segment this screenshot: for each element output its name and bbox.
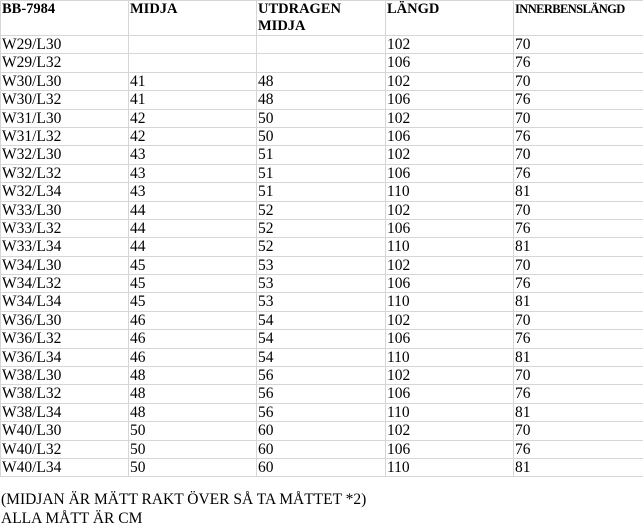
- waist-cell: 43: [129, 164, 257, 182]
- inseam-cell: 81: [514, 183, 643, 201]
- size-cell: W31/L30: [1, 109, 129, 127]
- size-cell: W34/L32: [1, 275, 129, 293]
- length-cell: 106: [386, 219, 514, 237]
- inseam-cell: 70: [514, 72, 643, 90]
- inseam-cell: 76: [514, 164, 643, 182]
- inseam-cell: 76: [514, 219, 643, 237]
- size-cell: W32/L34: [1, 183, 129, 201]
- table-row: [1, 127, 643, 145]
- size-cell: W33/L32: [1, 219, 129, 237]
- inseam-cell: 81: [514, 458, 643, 476]
- waist-cell: 43: [129, 146, 257, 164]
- size-cell: W30/L32: [1, 91, 129, 109]
- stretched-waist-cell: [257, 36, 386, 54]
- stretched-waist-cell: 56: [257, 385, 386, 403]
- waist-cell: 48: [129, 403, 257, 421]
- table-row: [1, 72, 643, 90]
- stretched-waist-cell: 54: [257, 330, 386, 348]
- stretched-waist-cell: 52: [257, 201, 386, 219]
- header-model-number: BB-7984: [1, 1, 129, 36]
- table-row: [1, 238, 643, 256]
- length-cell: 102: [386, 311, 514, 329]
- waist-cell: 45: [129, 293, 257, 311]
- stretched-waist-cell: 60: [257, 458, 386, 476]
- length-cell: 106: [386, 275, 514, 293]
- table-row: [1, 54, 643, 72]
- waist-cell: 44: [129, 238, 257, 256]
- size-cell: W38/L32: [1, 385, 129, 403]
- stretched-waist-cell: 48: [257, 91, 386, 109]
- table-row: [1, 311, 643, 329]
- waist-cell: 46: [129, 311, 257, 329]
- table-row: [1, 219, 643, 237]
- waist-cell: 50: [129, 440, 257, 458]
- length-cell: 102: [386, 146, 514, 164]
- size-cell: W38/L34: [1, 403, 129, 421]
- inseam-cell: 76: [514, 275, 643, 293]
- size-cell: W40/L32: [1, 440, 129, 458]
- size-chart-body: [1, 36, 643, 477]
- length-cell: 110: [386, 348, 514, 366]
- table-row: [1, 440, 643, 458]
- table-row: [1, 109, 643, 127]
- size-chart-header: [1, 1, 643, 36]
- table-row: [1, 256, 643, 274]
- table-row: [1, 385, 643, 403]
- length-cell: 102: [386, 367, 514, 385]
- length-cell: 110: [386, 458, 514, 476]
- length-cell: 102: [386, 109, 514, 127]
- table-row: [1, 293, 643, 311]
- table-row: [1, 36, 643, 54]
- waist-cell: 41: [129, 91, 257, 109]
- waist-cell: 45: [129, 275, 257, 293]
- table-row: [1, 422, 643, 440]
- waist-cell: 46: [129, 330, 257, 348]
- inseam-cell: 76: [514, 91, 643, 109]
- size-cell: W33/L30: [1, 201, 129, 219]
- table-row: [1, 330, 643, 348]
- waist-cell: 48: [129, 385, 257, 403]
- header-waist: MIDJA: [129, 1, 257, 36]
- stretched-waist-cell: 56: [257, 403, 386, 421]
- header-inseam: INNERBENSLÄNGD: [514, 1, 643, 36]
- length-cell: 102: [386, 256, 514, 274]
- inseam-cell: 76: [514, 330, 643, 348]
- inseam-cell: 70: [514, 311, 643, 329]
- size-cell: W40/L30: [1, 422, 129, 440]
- length-cell: 102: [386, 201, 514, 219]
- header-stretched-waist: UTDRAGEN MIDJA: [257, 1, 386, 36]
- waist-cell: 50: [129, 422, 257, 440]
- size-cell: W33/L34: [1, 238, 129, 256]
- table-row: [1, 146, 643, 164]
- stretched-waist-cell: 54: [257, 348, 386, 366]
- notes: [1, 490, 366, 528]
- size-cell: W31/L32: [1, 127, 129, 145]
- waist-cell: [129, 36, 257, 54]
- size-cell: W36/L30: [1, 311, 129, 329]
- table-row: [1, 348, 643, 366]
- stretched-waist-cell: 48: [257, 72, 386, 90]
- stretched-waist-cell: 54: [257, 311, 386, 329]
- table-row: [1, 275, 643, 293]
- size-cell: W34/L34: [1, 293, 129, 311]
- length-cell: 106: [386, 91, 514, 109]
- length-cell: 106: [386, 54, 514, 72]
- stretched-waist-cell: 53: [257, 256, 386, 274]
- inseam-cell: 70: [514, 367, 643, 385]
- waist-cell: 44: [129, 219, 257, 237]
- stretched-waist-cell: 50: [257, 109, 386, 127]
- table-row: [1, 367, 643, 385]
- table-row: [1, 91, 643, 109]
- stretched-waist-cell: 53: [257, 293, 386, 311]
- length-cell: 102: [386, 72, 514, 90]
- units-note: ALLA MÅTT ÄR CM: [1, 510, 143, 527]
- size-cell: W34/L30: [1, 256, 129, 274]
- inseam-cell: 76: [514, 440, 643, 458]
- stretched-waist-cell: 53: [257, 275, 386, 293]
- length-cell: 106: [386, 164, 514, 182]
- length-cell: 106: [386, 330, 514, 348]
- table-row: [1, 183, 643, 201]
- length-cell: 106: [386, 127, 514, 145]
- header-row: [1, 1, 643, 36]
- size-cell: W36/L32: [1, 330, 129, 348]
- waist-cell: 42: [129, 127, 257, 145]
- size-cell: W29/L30: [1, 36, 129, 54]
- size-cell: W32/L32: [1, 164, 129, 182]
- inseam-cell: 81: [514, 293, 643, 311]
- waist-cell: 50: [129, 458, 257, 476]
- inseam-cell: 70: [514, 256, 643, 274]
- length-cell: 102: [386, 36, 514, 54]
- stretched-waist-cell: 50: [257, 127, 386, 145]
- inseam-cell: 70: [514, 422, 643, 440]
- table-row: [1, 164, 643, 182]
- stretched-waist-cell: 52: [257, 219, 386, 237]
- stretched-waist-cell: 51: [257, 164, 386, 182]
- stretched-waist-cell: 51: [257, 146, 386, 164]
- inseam-cell: 70: [514, 109, 643, 127]
- waist-cell: 43: [129, 183, 257, 201]
- measurement-note: (MIDJAN ÄR MÄTT RAKT ÖVER SÅ TA MÅTTET *2): [1, 491, 367, 508]
- waist-cell: 48: [129, 367, 257, 385]
- length-cell: 102: [386, 422, 514, 440]
- waist-cell: 45: [129, 256, 257, 274]
- inseam-cell: 81: [514, 348, 643, 366]
- waist-cell: 44: [129, 201, 257, 219]
- size-cell: W36/L34: [1, 348, 129, 366]
- size-cell: W40/L34: [1, 458, 129, 476]
- stretched-waist-cell: 52: [257, 238, 386, 256]
- header-length: LÄNGD: [386, 1, 514, 36]
- inseam-cell: 81: [514, 403, 643, 421]
- inseam-cell: 70: [514, 36, 643, 54]
- length-cell: 106: [386, 440, 514, 458]
- table-row: [1, 458, 643, 476]
- length-cell: 110: [386, 183, 514, 201]
- waist-cell: 46: [129, 348, 257, 366]
- stretched-waist-cell: 56: [257, 367, 386, 385]
- length-cell: 110: [386, 403, 514, 421]
- stretched-waist-cell: 51: [257, 183, 386, 201]
- length-cell: 106: [386, 385, 514, 403]
- inseam-cell: 81: [514, 238, 643, 256]
- size-cell: W32/L30: [1, 146, 129, 164]
- waist-cell: 42: [129, 109, 257, 127]
- inseam-cell: 76: [514, 385, 643, 403]
- table-row: [1, 201, 643, 219]
- inseam-cell: 70: [514, 146, 643, 164]
- table-row: [1, 403, 643, 421]
- inseam-cell: 76: [514, 127, 643, 145]
- stretched-waist-cell: [257, 54, 386, 72]
- waist-cell: [129, 54, 257, 72]
- length-cell: 110: [386, 238, 514, 256]
- waist-cell: 41: [129, 72, 257, 90]
- stretched-waist-cell: 60: [257, 422, 386, 440]
- size-cell: W38/L30: [1, 367, 129, 385]
- length-cell: 110: [386, 293, 514, 311]
- size-cell: W29/L32: [1, 54, 129, 72]
- stretched-waist-cell: 60: [257, 440, 386, 458]
- size-cell: W30/L30: [1, 72, 129, 90]
- inseam-cell: 76: [514, 54, 643, 72]
- inseam-cell: 70: [514, 201, 643, 219]
